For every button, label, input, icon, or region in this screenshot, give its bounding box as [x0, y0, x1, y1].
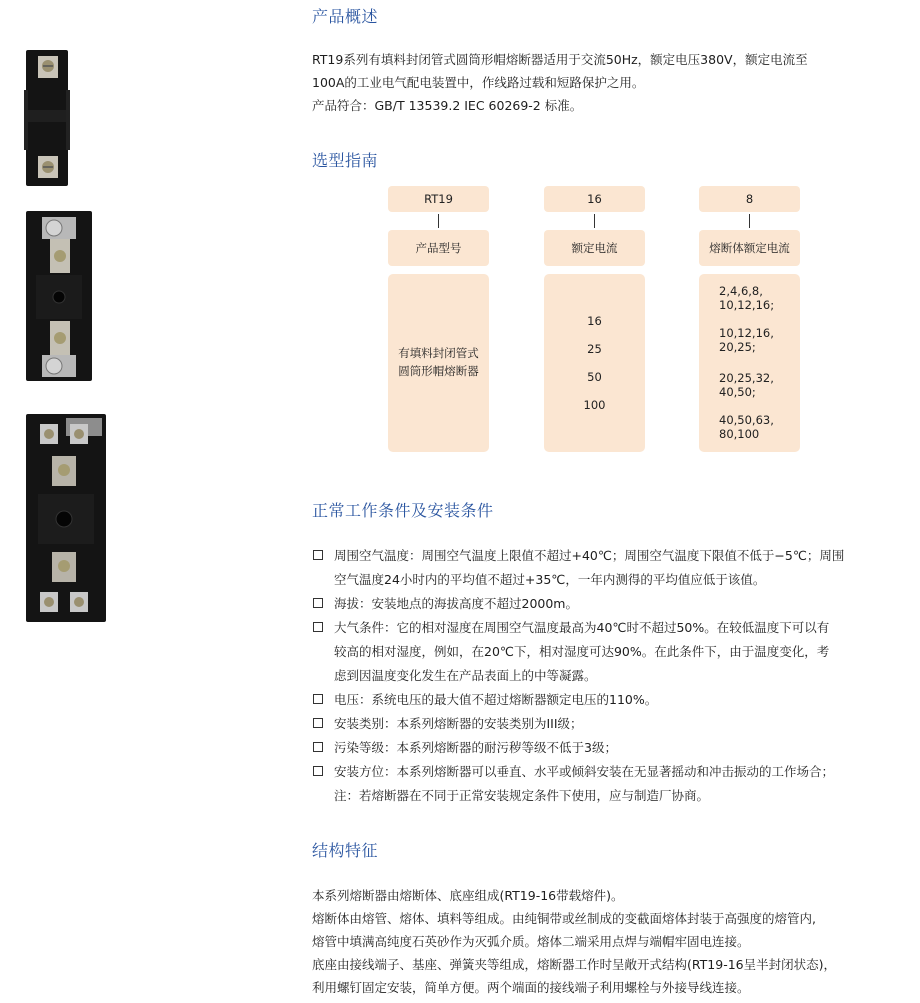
structure-line: 熔管中填满高纯度石英砂作为灭弧介质。熔体二端采用点焊与端帽牢固电连接。 [312, 934, 750, 949]
product-photo-rt19-16 [24, 50, 70, 186]
checkbox-icon [313, 766, 323, 776]
label-box-fuse-current: 熔断体额定电流 [699, 230, 800, 266]
code-box-current: 16 [544, 186, 645, 212]
code-box-model: RT19 [388, 186, 489, 212]
connector-line [438, 214, 439, 228]
type-description-box [388, 274, 489, 452]
label-box-current: 额定电流 [544, 230, 645, 266]
checkbox-icon [313, 742, 323, 752]
overview-line-1: RT19系列有填料封闭管式圆筒形帽熔断器适用于交流50Hz，额定电压380V，额定电流至 [312, 52, 808, 67]
condition-item: 污染等级：本系列熔断器的耐污秽等级不低于3级； [312, 736, 907, 760]
code-box-fuse-current: 8 [699, 186, 800, 212]
type-description-line-2: 圆筒形帽熔断器 [398, 364, 479, 378]
rated-current-box [544, 274, 645, 452]
checkbox-icon [313, 694, 323, 704]
checkbox-icon [313, 550, 323, 560]
rated-current-value: 25 [587, 342, 602, 356]
type-description-line-1: 有填料封闭管式 [398, 346, 479, 360]
product-photo-rt19-63 [26, 414, 106, 622]
fuse-rating-line: 10,12,16, [719, 326, 774, 340]
selection-heading: 选型指南 [312, 151, 379, 170]
structure-line: 本系列熔断器由熔断体、底座组成(RT19-16带载熔件)。 [312, 888, 624, 903]
overview-heading: 产品概述 [312, 7, 379, 26]
structure-line: 利用螺钉固定安装，简单方便。两个端面的接线端子利用螺栓与外接导线连接。 [312, 980, 750, 995]
fuse-rating-line: 40,50,63, [719, 413, 774, 427]
fuse-rating-line: 20,25,32, [719, 371, 774, 385]
rated-current-value: 16 [587, 314, 602, 328]
overview-line-2: 100A的工业电气配电装置中，作线路过载和短路保护之用。 [312, 75, 645, 90]
product-photo-rt19-32 [26, 211, 92, 381]
condition-item: 周围空气温度：周围空气温度上限值不超过+40℃；周围空气温度下限值不低于−5℃；周围 空气温度24小时内的平均值不超过+35℃，一年内测得的平均值应低于该值。 [312, 544, 907, 592]
conditions-list [312, 544, 907, 808]
conditions-heading: 正常工作条件及安装条件 [312, 501, 494, 520]
fuse-rating-line: 20,25; [719, 340, 756, 354]
connector-line [749, 214, 750, 228]
condition-item: 海拔：安装地点的海拔高度不超过2000m。 [312, 592, 907, 616]
overview-line-3: 产品符合：GB/T 13539.2 IEC 60269-2 标准。 [312, 98, 583, 113]
fuse-rating-line: 40,50; [719, 385, 756, 399]
condition-item: 电压：系统电压的最大值不超过熔断器额定电压的110%。 [312, 688, 907, 712]
overview-paragraph [312, 48, 808, 117]
fuse-rating-line: 2,4,6,8, [719, 284, 763, 298]
rated-current-value: 100 [583, 398, 606, 412]
condition-item: 安装方位：本系列熔断器可以垂直、水平或倾斜安装在无显著摇动和冲击振动的工作场合； 注：若熔断器在不同于正常安装规定条件下使用，应与制造厂协商。 [312, 760, 907, 808]
fuse-rating-line: 80,100 [719, 427, 760, 441]
rated-current-value: 50 [587, 370, 602, 384]
structure-line: 熔断体由熔管、熔体、填料等组成。由纯铜带或丝制成的变截面熔体封装于高强度的熔管内, [312, 911, 816, 926]
connector-line [594, 214, 595, 228]
condition-item: 大气条件：它的相对湿度在周围空气温度最高为40℃时不超过50%。在较低温度下可以有 较高的相对湿度，例如，在20℃下，相对湿度可达90%。在此条件下，由于温度变化，考 虑到因温度变化发生在产品表面上的中等凝露。 [312, 616, 907, 688]
fuse-rated-current-box [699, 274, 800, 452]
structure-paragraph [312, 884, 836, 999]
condition-item: 安装类别：本系列熔断器的安装类别为III级； [312, 712, 907, 736]
checkbox-icon [313, 622, 323, 632]
structure-line: 底座由接线端子、基座、弹簧夹等组成，熔断器工作时呈敞开式结构(RT19-16呈半封闭状态)， [312, 957, 836, 972]
label-box-model: 产品型号 [388, 230, 489, 266]
structure-heading: 结构特征 [312, 841, 379, 860]
checkbox-icon [313, 718, 323, 728]
checkbox-icon [313, 598, 323, 608]
fuse-rating-line: 10,12,16; [719, 298, 775, 312]
